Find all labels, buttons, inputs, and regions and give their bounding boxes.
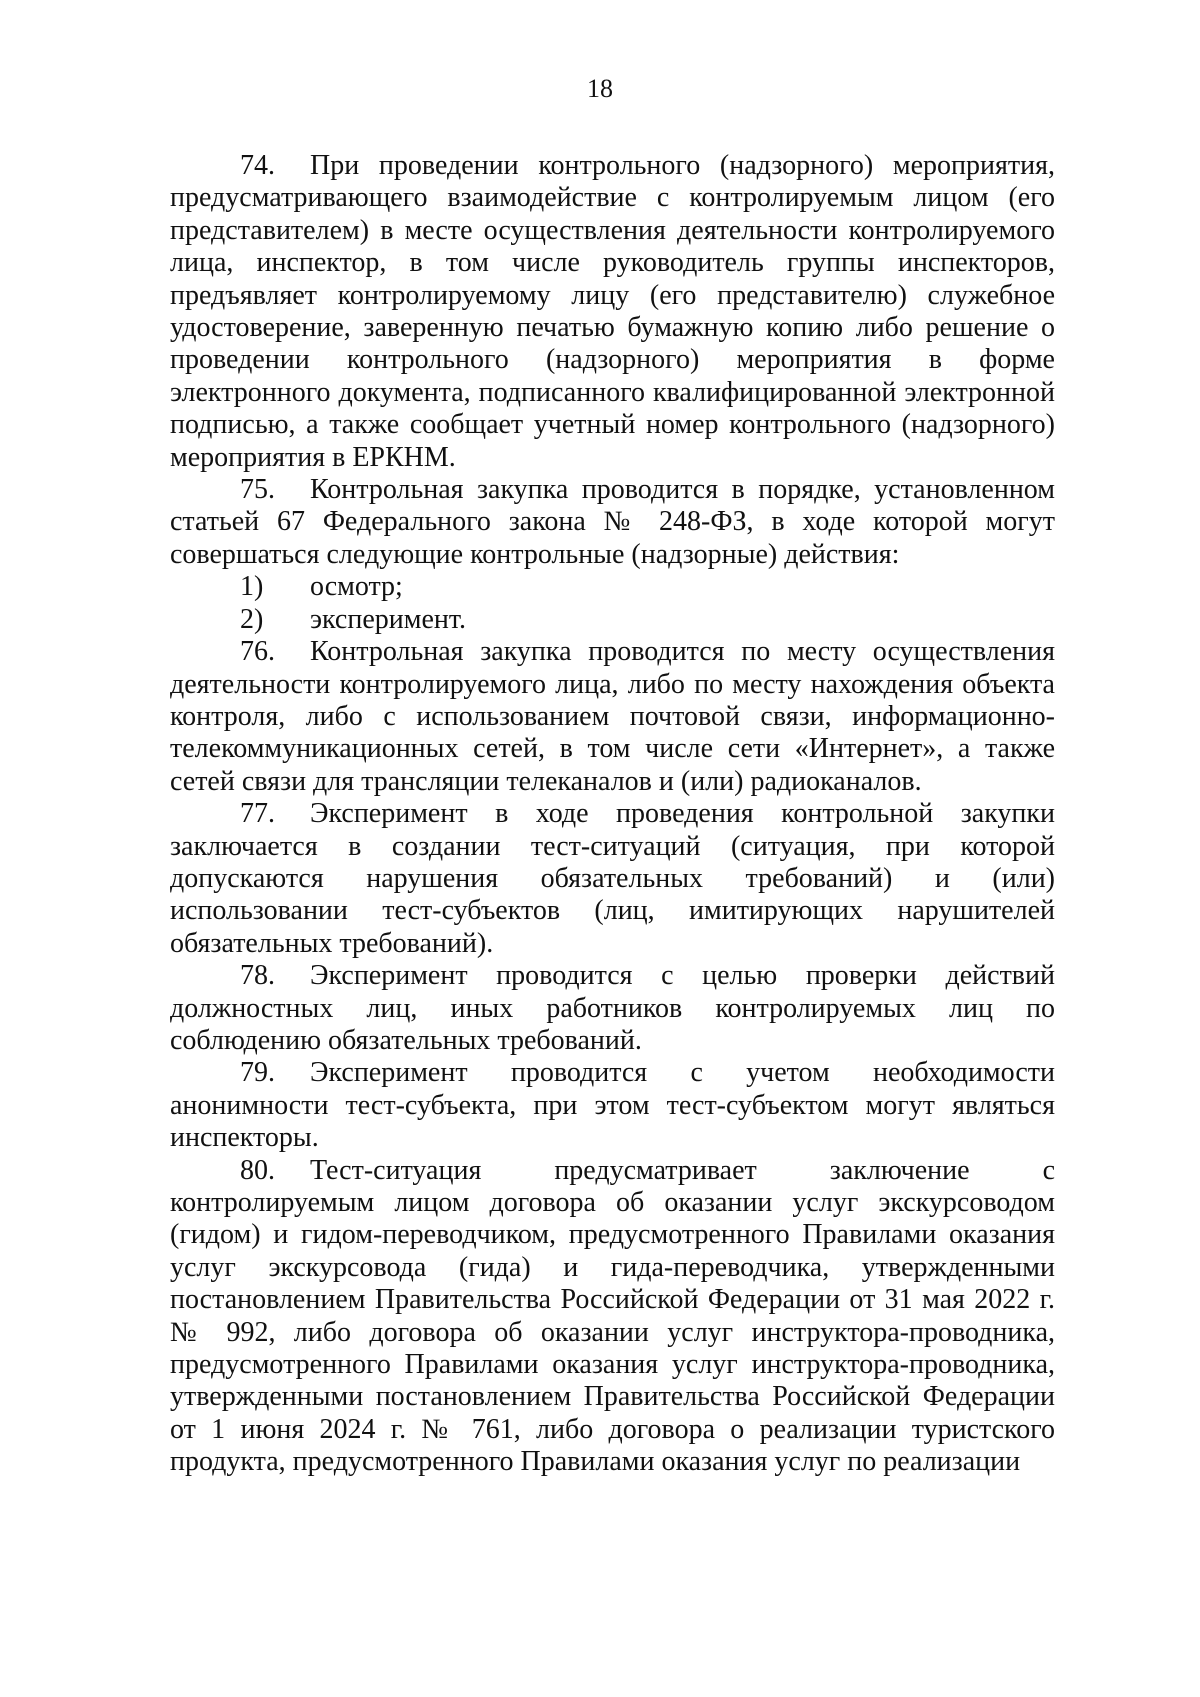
paragraph-number: 79. [240, 1057, 275, 1089]
paragraph-text: Контрольная закупка проводится по месту осуществления деятельности контролируемого лица, либо по месту нахождения объекта контроля, либо с использованием почтовой связи, информационно-телекоммуникационных сетей, в том числе сети «Интернет», а также сетей связи для трансляции телеканалов и (или) радиоканалов. [170, 636, 1055, 797]
paragraph-text: Эксперимент проводится с целью проверки действий должностных лиц, иных работников контролируемых лиц по соблюдению обязательных требований. [170, 960, 1055, 1056]
paragraph-78 [170, 960, 1055, 1057]
paragraph-text: Эксперимент проводится с учетом необходимости анонимности тест-субъекта, при этом тест-субъектом могут являться инспекторы. [170, 1057, 1055, 1154]
paragraph-76 [170, 636, 1055, 798]
paragraph-number: 80. [240, 1154, 275, 1186]
page-number: 18 [587, 74, 613, 103]
paragraph-text: Тест-ситуация предусматривает заключение с контролируемым лицом договора об оказании услуг экскурсоводом (гидом) и гидом-переводчиком, предусмотренного Правилами оказания услуг экскурсовода (гида) и гида-переводчика, утвержденными постановлением Правительства Российской Федерации от 31 мая 2022 г. № 992, либо договора об оказании услуг инструктора-проводника, предусмотренного Правилами оказания услуг инструктора-проводника, утвержденными постановлением Правительства Российской Федерации от 1 июня 2024 г. № 761, либо договора о реализации туристского продукта, предусмотренного Правилами оказания услуг по реализации [170, 1154, 1055, 1478]
paragraph-text: При проведении контрольного (надзорного) мероприятия, предусматривающего взаимодействие с контролируемым лицом (его представителем) в месте осуществления деятельности контролируемого лица, инспектор, в том числе руководитель группы инспекторов, предъявляет контролируемому лицу (его представителю) служебное удостоверение, заверенную печатью бумажную копию либо решение о проведении контрольного (надзорного) мероприятия в форме электронного документа, подписанного квалифицированной электронной подписью, а также сообщает учетный номер контрольного (надзорного) мероприятия в ЕРКНМ. [170, 150, 1055, 473]
document-body [170, 150, 1055, 1479]
list-item-number: 1) [240, 571, 264, 603]
paragraph-80 [170, 1155, 1055, 1479]
list-item [170, 604, 1055, 636]
paragraph-number: 76. [240, 636, 275, 668]
paragraph-74 [170, 150, 1055, 474]
list-item-number: 2) [240, 603, 264, 635]
paragraph-number: 78. [240, 960, 275, 992]
paragraph-text: Контрольная закупка проводится в порядке, установленном статьей 67 Федерального закона № 248-ФЗ, в ходе которой могут совершаться следующие контрольные (надзорные) действия: [170, 474, 1055, 570]
paragraph-text: Эксперимент в ходе проведения контрольной закупки заключается в создании тест-ситуаций (ситуация, при которой допускаются нарушения обязательных требований) и (или) использовании тест-субъектов (лиц, имитирующих нарушителей обязательных требований). [170, 798, 1055, 959]
list-item-text: эксперимент. [310, 603, 467, 635]
list-item [170, 571, 1055, 603]
paragraph-77 [170, 798, 1055, 960]
paragraph-75 [170, 474, 1055, 571]
paragraph-number: 77. [240, 798, 275, 830]
paragraph-number: 75. [240, 474, 275, 506]
list-item-text: осмотр; [310, 571, 403, 603]
paragraph-number: 74. [240, 150, 275, 181]
paragraph-79 [170, 1057, 1055, 1154]
